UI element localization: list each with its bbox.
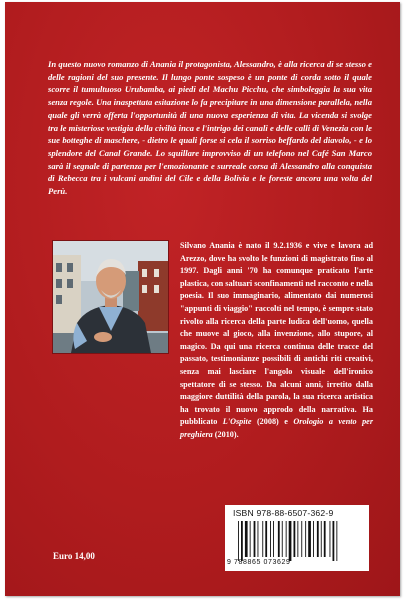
- barcode-bar: [313, 521, 314, 557]
- barcode-bar: [336, 521, 337, 561]
- barcode-bar: [301, 521, 302, 557]
- book-back-cover: [5, 2, 400, 596]
- barcode-bar: [250, 521, 251, 557]
- bio-work-title: Orologio a vento per preghiera: [180, 417, 374, 439]
- barcode-digits: 9 788865 073629: [227, 559, 291, 566]
- barcode-bar: [282, 521, 283, 557]
- barcode-bar: [238, 521, 239, 561]
- synopsis-text: In questo nuovo romanzo di Anania il protagonista, Alessandro, è alla ricerca di se stesso e delle ragioni del suo presente. Il lungo ponte sospeso è un ponte di corda sotto il quale scorre il tumultuoso Urubamba, ai piedi del Machu Picchu, che simboleggia la sua vita senza regole. Una inaspettata esitazione lo fa precipitare in una dimensione parallela, nella quale gli verrà offerta l'opportunità di una nuova esperienza di vita. La vicenda si svolge tra le misteriose vestigia della civiltà inca e l'intrigo dei canali e delle calli di Venezia con le sue botteghe di maschere, - dietro le quali forse si cela il sorriso beffardo del diavolo, - e lo splendore del Canal Grande. Lo squillare improvviso di un telefono nel Café San Marco sarà il segnale di partenza per l'emozionante e surreale corsa di Alessandro alla conquista di Rebecca tra i vulcani andini del Cile e della Bolivia e le foreste ancora una volta del Perù.: [48, 59, 372, 197]
- bio-work-year: (2010).: [214, 429, 239, 439]
- barcode-bar: [297, 521, 298, 557]
- barcode-bar: [308, 521, 311, 557]
- barcode-bar: [265, 521, 267, 557]
- barcode-bar: [273, 521, 274, 557]
- bio-text: Silvano Anania è nato il 9.2.1936 e vive e lavora ad Arezzo, dove ha svolto le funzioni di magistrato fino al 1997. Dagli anni '70 ha comunque praticato l'arte plastica, con saltuari sconfinamenti nel racconto e nella poesia. Il suo immaginario, alimentato dai numerosi "appunti di viaggio" raccolti nel tempo, è sempre stato rivolto alla ricerca della parte ludica dell'uomo, quella che muove al gioco, alla invenzione, allo stupore, al magico. Da qui una ricerca continua delle tracce del passato, testimonianze possibili di antichi riti creativi, senza mai lasciare l'angolo visuale dell'ironico spettatore di se stesso. Da alcuni anni, irretito dalla maggiore duttilità della parola, la sua ricerca artistica ha trovato il nuovo approdo della narrativa. Ha pubblicato: [180, 241, 373, 427]
- barcode-bar: [245, 521, 248, 557]
- barcode-bar: [254, 521, 256, 557]
- barcode-bar: [258, 521, 259, 557]
- barcode-bar: [289, 521, 292, 561]
- barcode-bar: [330, 521, 331, 557]
- barcode-bar: [321, 521, 322, 557]
- author-bio: [180, 240, 373, 442]
- barcode-bar: [278, 521, 280, 557]
- isbn-label: ISBN 978-88-6507-362-9: [233, 508, 334, 518]
- bio-work-year: (2008) e: [256, 417, 288, 427]
- bio-work-title: L'Ospite: [222, 417, 252, 427]
- isbn-barcode: [225, 505, 369, 571]
- barcode-bar: [294, 521, 296, 557]
- barcode-bar: [262, 521, 263, 557]
- barcode-bar: [286, 521, 287, 557]
- barcode-bar: [317, 521, 319, 557]
- barcode-bar: [270, 521, 271, 557]
- barcode-bar: [333, 521, 335, 561]
- barcode-bar: [305, 521, 306, 557]
- price-label: Euro 14,00: [53, 551, 95, 561]
- barcode-bar: [241, 521, 243, 561]
- barcode-bar: [324, 521, 326, 557]
- author-photo: [52, 240, 169, 354]
- barcode-bars: [238, 521, 358, 561]
